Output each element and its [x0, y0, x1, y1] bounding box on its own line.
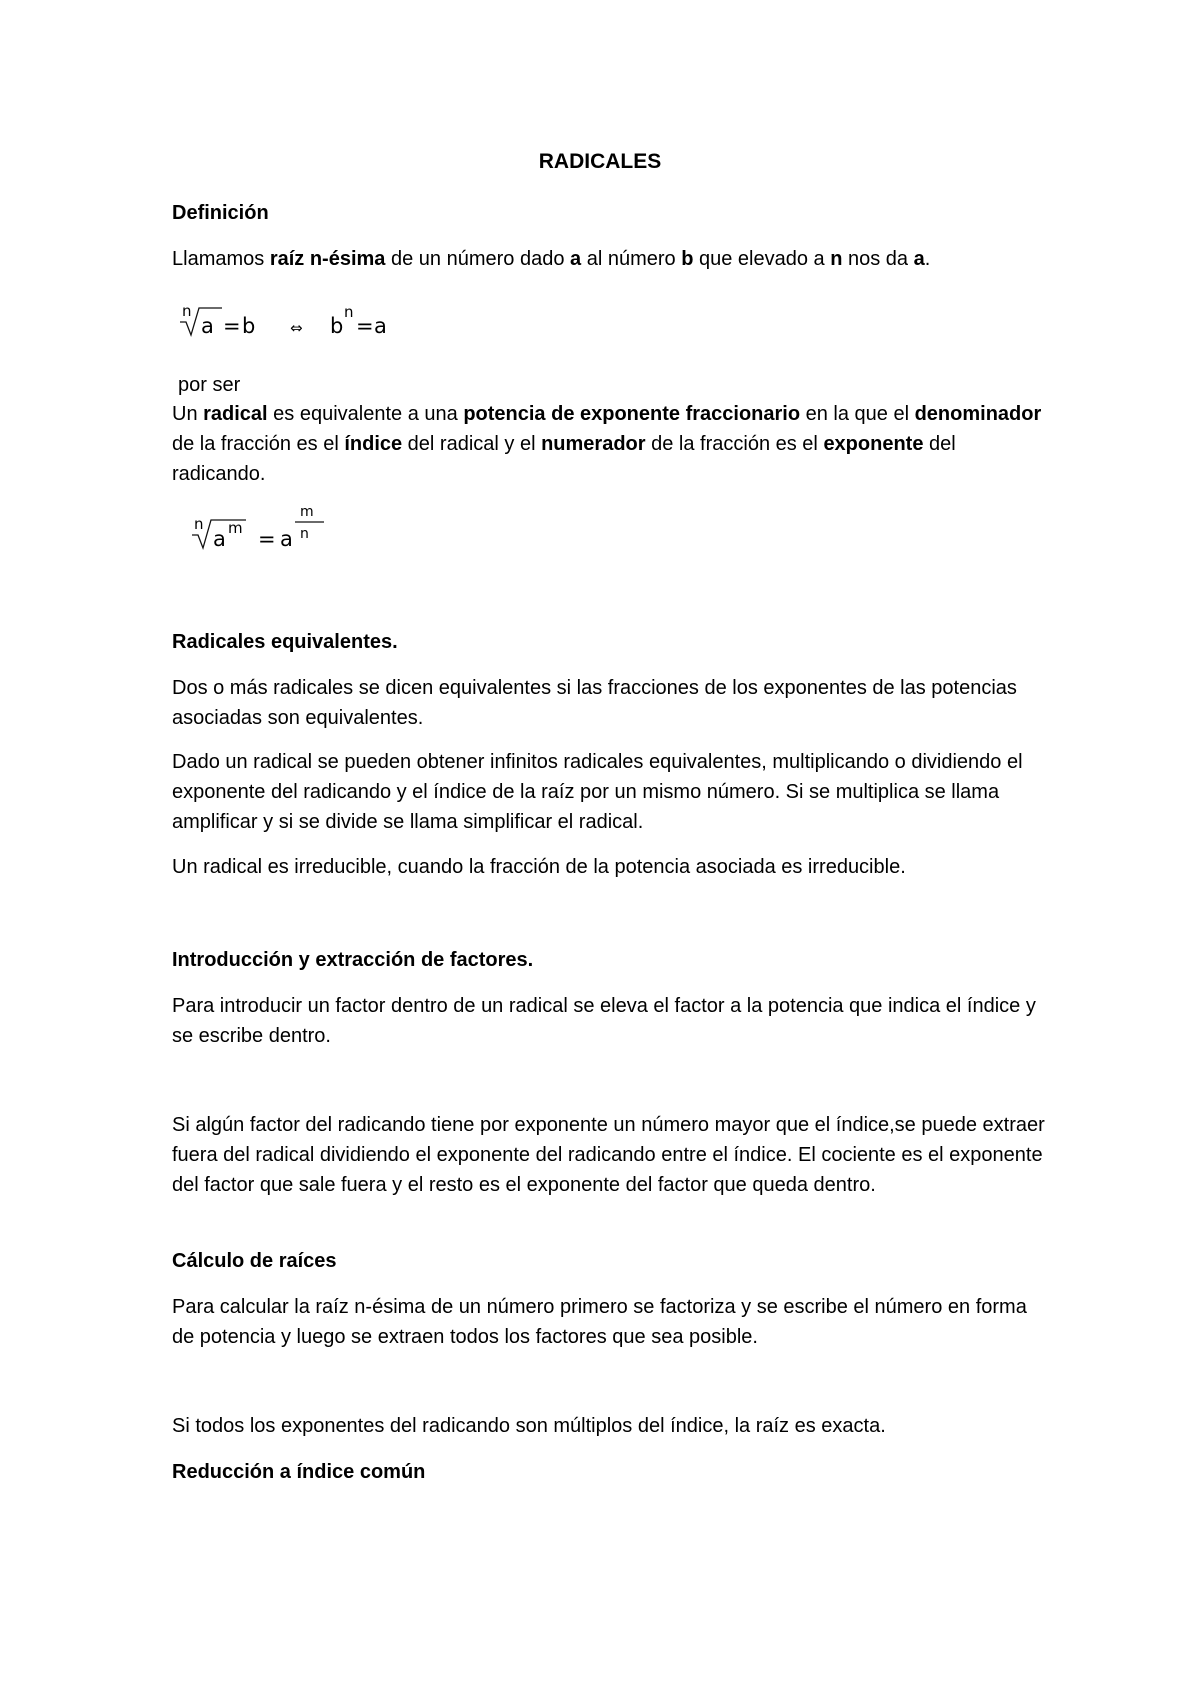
paragraph-calculo-1: Para calcular la raíz n-ésima de un número primero se factoriza y se escribe el número en forma de potencia y luego se extraen todos los factores que sea posible. [172, 1296, 1027, 1348]
paragraph-calculo-2: Si todos los exponentes del radicando son múltiplos del índice, la raíz es exacta. [172, 1415, 886, 1437]
paragraph-introduccion: Para introducir un factor dentro de un radical se eleva el factor a la potencia que indica el índice y se escribe dentro. [172, 995, 1036, 1047]
paragraph-equivalentes-2: Dado un radical se pueden obtener infinitos radicales equivalentes, multiplicando o dividiendo el exponente del radicando y el índice de la raíz por un mismo número. Si se multiplica se llama amplificar y si se divide se llama simplificar el radical. [172, 751, 1023, 833]
iff-arrow-icon: ⇔ [290, 319, 303, 337]
heading-calculo-raices: Cálculo de raíces [172, 1250, 337, 1272]
formula1-exponent: n [344, 303, 354, 321]
paragraph-radical-potencia: Un radical es equivalente a una potencia de exponente fraccionario en la que el denominador de la fracción es el índice del radical y el numerador de la fracción es el exponente del radicando. [172, 403, 1042, 485]
heading-introduccion-extraccion: Introducción y extracción de factores. [172, 949, 534, 971]
formula2-index: n [194, 515, 204, 533]
formula2-equals: = [258, 527, 276, 551]
formula1-index: n [182, 302, 192, 320]
heading-radicales-equivalentes: Radicales equivalentes. [172, 631, 398, 653]
formula2-denominator: n [300, 526, 309, 542]
heading-definicion: Definición [172, 202, 269, 224]
formula-root-definition [176, 300, 416, 340]
heading-reduccion-indice-comun: Reducción a índice común [172, 1461, 426, 1483]
paragraph-equivalentes-1: Dos o más radicales se dicen equivalentes si las fracciones de los exponentes de las potencias asociadas son equivalentes. [172, 677, 1017, 729]
formula1-base: b [330, 314, 344, 338]
paragraph-equivalentes-3: Un radical es irreducible, cuando la fracción de la potencia asociada es irreducible. [172, 856, 906, 878]
formula1-rhs: a [374, 314, 387, 338]
formula1-equals-2: = [356, 314, 374, 338]
formula2-exponent: m [228, 519, 243, 537]
formula1-equals: = [223, 314, 241, 338]
formula1-radicand: a [201, 314, 214, 338]
page-title: RADICALES [538, 150, 662, 173]
formula2-numerator: m [300, 504, 314, 520]
paragraph-extraccion: Si algún factor del radicando tiene por exponente un número mayor que el índice,se puede extraer fuera del radical dividiendo el exponente del radicando entre el índice. El cociente es el exponente del factor que sale fuera y el resto es el exponente del factor que queda dentro. [172, 1114, 1045, 1196]
paragraph-definicion: Llamamos raíz n-ésima de un número dado a al número b que elevado a n nos da a. [172, 248, 931, 270]
formula2-base: a [213, 527, 226, 551]
por-ser-text: por ser [178, 374, 241, 396]
formula2-rhs-base: a [280, 527, 293, 551]
formula1-result: b [242, 314, 256, 338]
formula-fractional-exponent [188, 502, 348, 554]
